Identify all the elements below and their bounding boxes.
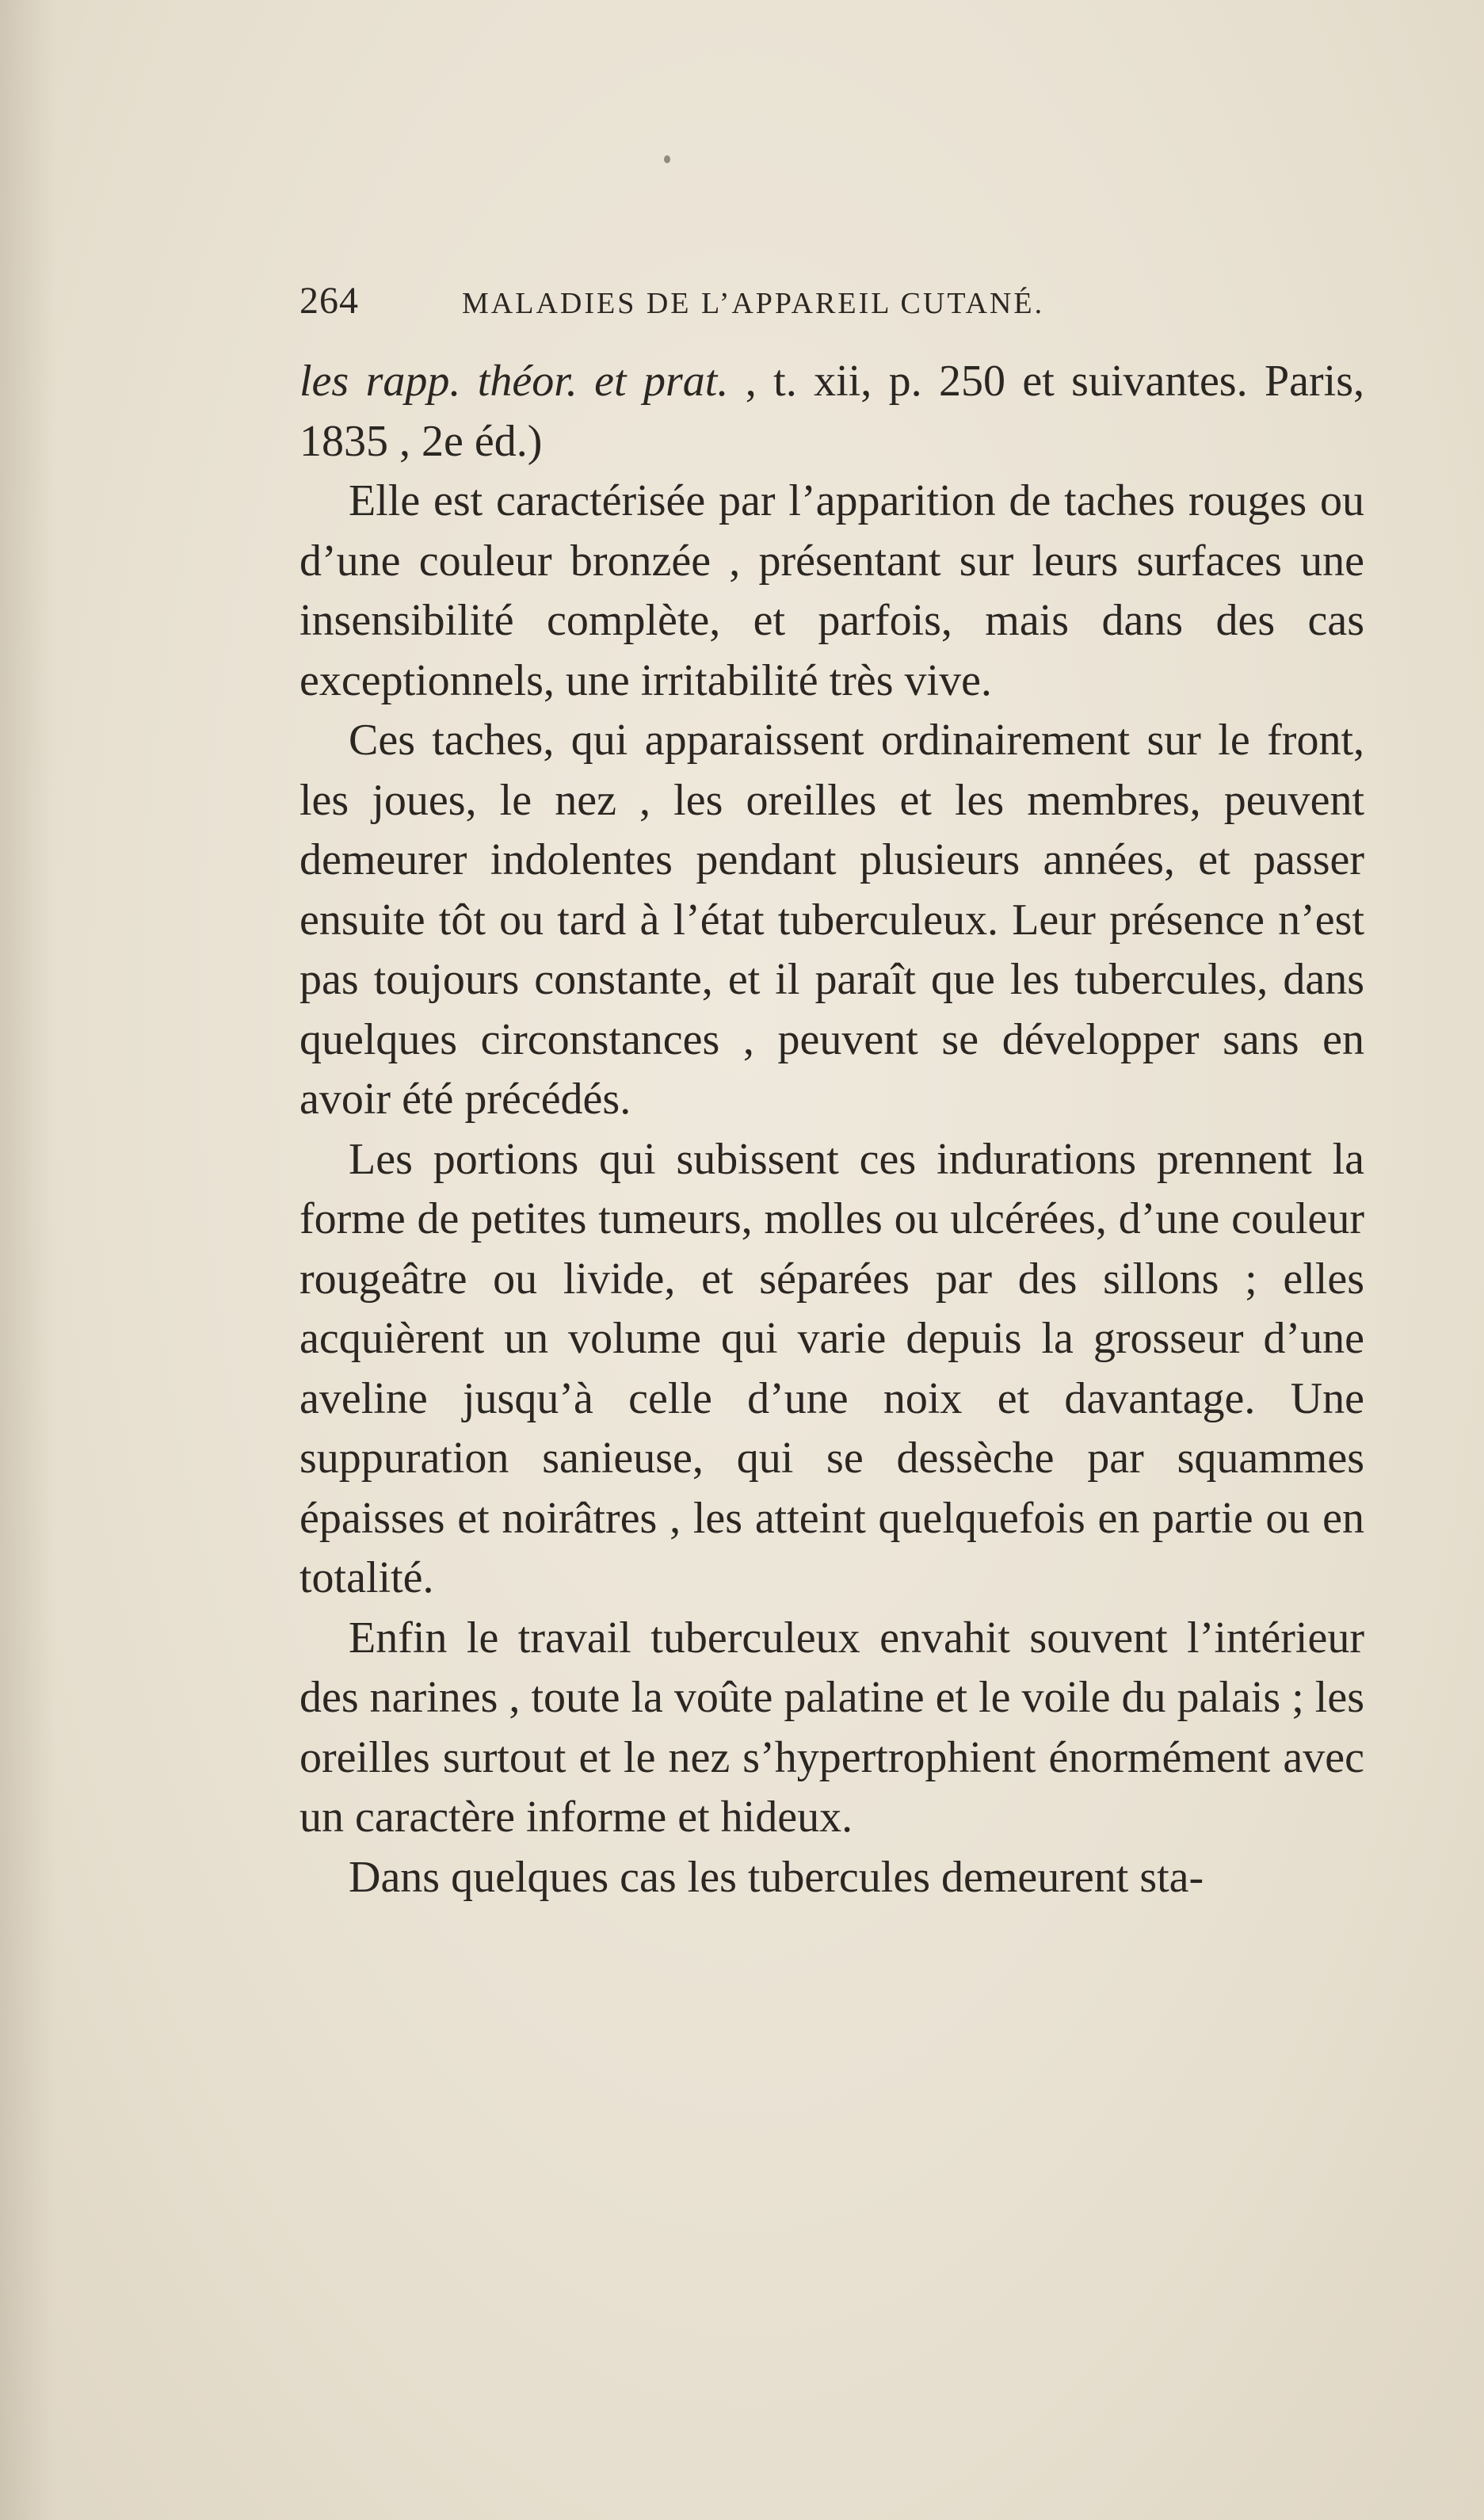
citation-rest: , t. xii, p. 250 et suivantes. Paris, 1835 , 2e éd.) — [299, 357, 1364, 466]
paragraph-last: Dans quelques cas les tubercules demeurent sta- — [349, 1852, 1204, 1902]
running-title: MALADIES DE L’APPAREIL CUTANÉ. — [462, 287, 1045, 320]
paragraph: Les portions qui subissent ces indurations prennent la forme de petites tumeurs, molles ou ulcérées, d’une couleur rougeâtre ou livide, et séparées par des sillons ; elles acquièrent un volume qui varie depuis la grosseur d’une aveline jusqu’à celle d’une noix et davantage. Une suppuration sanieuse, qui se dessèche par squammes épaisses et noirâtres , les atteint quelquefois en partie ou en totalité. — [299, 1134, 1364, 1602]
paragraph: Elle est caractérisée par l’apparition de taches rouges ou d’une couleur bronzée , présentant sur leurs surfaces une insensibilité complète, et parfois, mais dans des cas exceptionnels, une irritabilité très vive. — [299, 476, 1364, 705]
paragraph: Ces taches, qui apparaissent ordinairement sur le front, les joues, le nez , les oreilles et les membres, peuvent demeurer indolentes pendant plusieurs années, et passer ensuite tôt ou tard à l’état tuberculeux. Leur présence n’est pas toujours constante, et il paraît que les tubercules, dans quelques circonstances , peuvent se développer sans en avoir été précédés. — [299, 716, 1364, 1124]
body-text — [299, 352, 1364, 1907]
page-number: 264 — [299, 280, 359, 322]
gutter-shadow — [0, 0, 55, 2520]
citation-italic: les rapp. théor. et prat. — [299, 357, 729, 406]
running-head — [299, 279, 1361, 334]
paragraph: Enfin le travail tuberculeux envahit souvent l’intérieur des narines , toute la voûte palatine et le voile du palais ; les oreilles surtout et le nez s’hypertrophient énormément avec un caractère informe et hideux. — [299, 1613, 1364, 1842]
paragraph-citation — [299, 352, 1364, 472]
ink-speck — [664, 155, 670, 163]
